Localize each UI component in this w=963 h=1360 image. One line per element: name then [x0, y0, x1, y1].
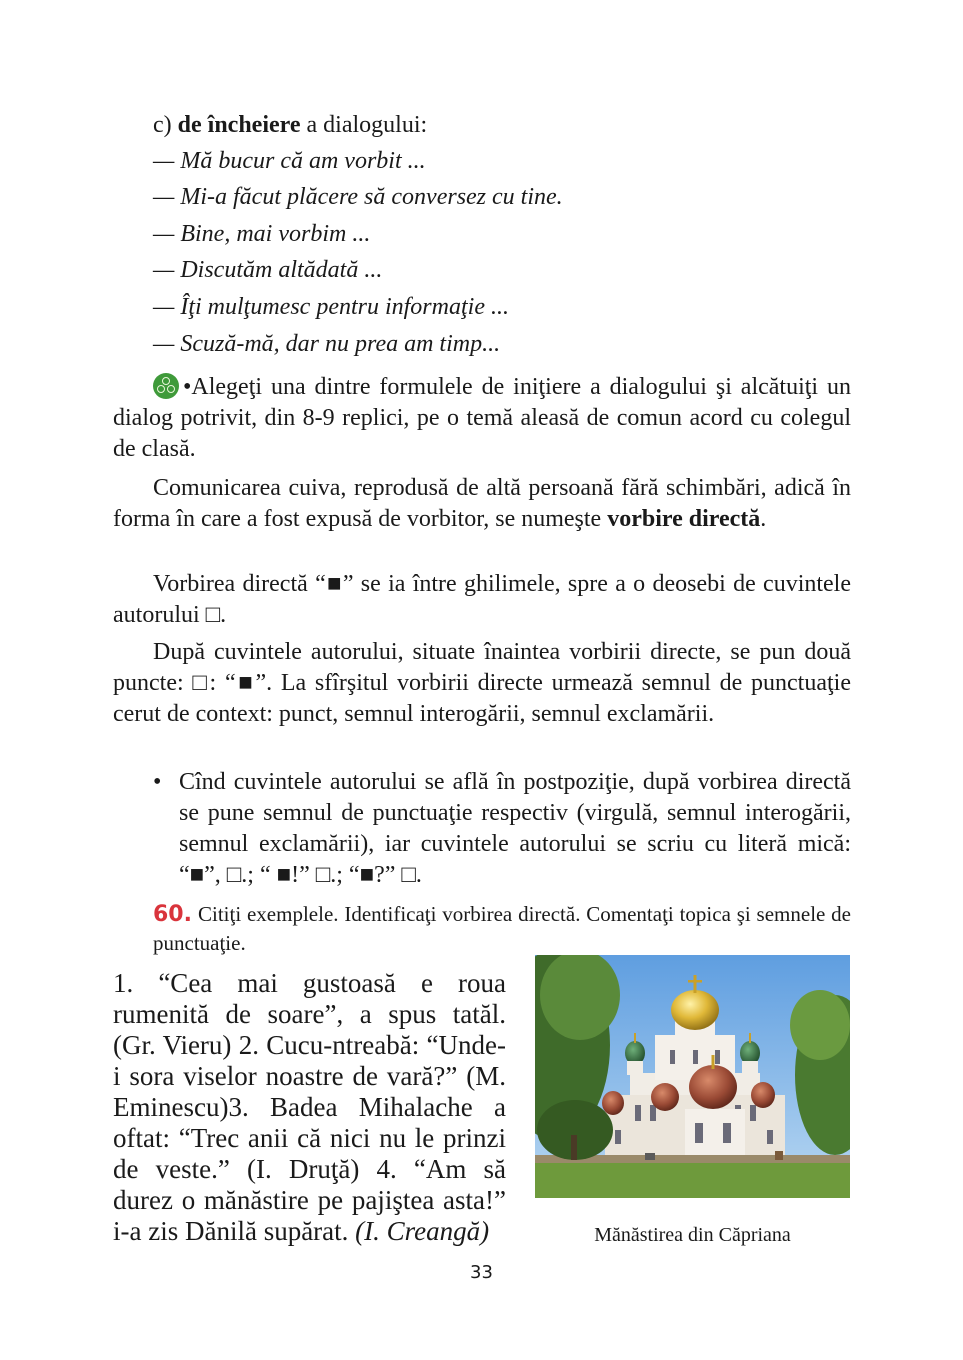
exercise-instruction: Citiţi exemplele. Identificaţi vorbirea directă. Comentaţi topica şi semnele de punctuaţie.	[153, 902, 851, 955]
definition-paragraph: Comunicarea cuiva, reprodusă de altă persoană fără schimbări, adică în forma în care a fost expusă de vorbitor, se numeşte vorbire directă.	[113, 475, 851, 532]
task-paragraph: •Alegeţi una dintre formulele de iniţiere a dialogului şi alcătuiţi un dialog potrivit, din 8-9 replici, pe o temă aleasă de comun acord cu colegul de clasă.	[113, 374, 851, 462]
exercise-heading	[153, 900, 851, 957]
closing-phrase: — Scuză-mă, dar nu prea am timp...	[153, 331, 501, 357]
exercise-text: 1. “Cea mai gustoasă e roua rumenită de soare”, a spus tatăl. (Gr. Vieru) 2. Cucu-ntreabă: “Unde-i sora viselor noastre de vară?” (M. Eminescu)3. Badea Mihalache a oftat: “Trec anii că nici nu le prinzi de veste.” (I. Druţă) 4. “Am să durez o mănăstire pe pajiştea asta!” i-a zis Dănilă supărat. (I. Creangă)	[113, 968, 506, 1246]
rule-paragraph: După cuvintele autorului, situate înaintea vorbirii directe, se pun două puncte: □: “■”. La sfîrşitul vorbirii directe urmează semnul de punctuaţie cerut de context: punct, semnul interogării, semnul exclamării.	[113, 639, 851, 727]
bullet-marker: •	[153, 769, 162, 795]
monastery-illustration	[535, 955, 850, 1198]
rule-paragraph: Vorbirea directă “■” se ia între ghilimele, spre a o deosebi de cuvintele autorului □.	[113, 571, 851, 628]
photo-caption: Mănăstirea din Căpriana	[594, 1224, 791, 1246]
monastery-photo	[535, 955, 850, 1198]
closing-heading-bold: de încheiere	[177, 112, 301, 138]
closing-phrase: — Bine, mai vorbim ...	[153, 221, 371, 247]
closing-phrase: — Mi-a făcut plăcere să conversez cu tine.	[153, 184, 563, 210]
closing-phrase: — Discutăm altădată ...	[153, 257, 383, 283]
rule-bullet: • Cînd cuvintele autorului se află în postpoziţie, după vorbirea directă se pune semnul de punctuaţie respectiv (virgulă, semnul interogării, semnul exclamării), iar cuvintele autorului se scriu cu literă mică: “■”, □.; “ ■!” □.; “■?” □.	[153, 769, 851, 888]
closing-heading: c) de încheiere a dialogului:	[153, 112, 428, 138]
exercise-source: (I. Creangă)	[355, 1216, 490, 1246]
closing-phrase: — Mă bucur că am vorbit ...	[153, 148, 426, 174]
exercise-number: 60.	[153, 902, 192, 927]
page-number: 33	[470, 1262, 493, 1283]
closing-phrase: — Îţi mulţumesc pentru informaţie ...	[153, 294, 509, 320]
definition-term: vorbire directă	[607, 506, 761, 532]
group-work-icon	[153, 373, 179, 399]
